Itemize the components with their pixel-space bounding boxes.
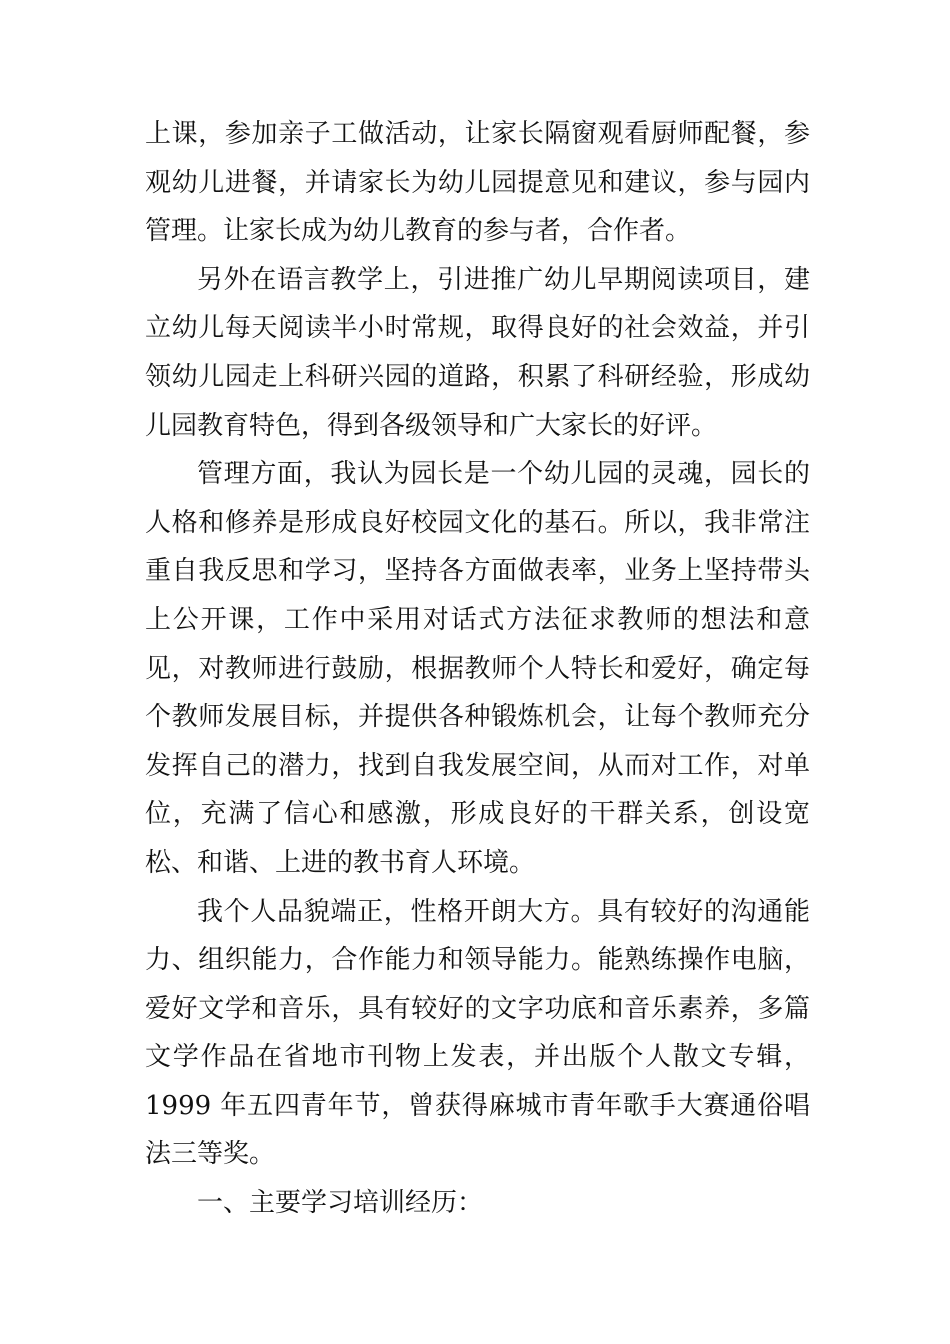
- paragraph-management: 管理方面，我认为园长是一个幼儿园的灵魂，园长的人格和修养是形成良好校园文化的基石。所以，我非常注重自我反思和学习，坚持各方面做表率，业务上坚持带头上公开课，工作中采用对话式方法征求教师的想法和意见，对教师进行鼓励，根据教师个人特长和爱好，确定每个教师发展目标，并提供各种锻炼机会，让每个教师充分发挥自己的潜力，找到自我发展空间，从而对工作，对单位，充满了信心和感激，形成良好的干群关系，创设宽松、和谐、上进的教书育人环境。: [145, 459, 810, 878]
- paragraph-personal-profile: 我个人品貌端正，性格开朗大方。具有较好的沟通能力、组织能力，合作能力和领导能力。能熟练操作电脑，爱好文学和音乐，具有较好的文字功底和音乐素养，多篇文学作品在省地市刊物上发表，并出版个人散文专辑， 1999 年五四青年节，曾获得麻城市青年歌手大赛通俗唱法三等奖。: [145, 896, 810, 1170]
- section-heading-training: 一、主要学习培训经历：: [197, 1188, 484, 1219]
- document-body: [145, 110, 810, 1228]
- paragraph-family-participation: 上课，参加亲子工做活动，让家长隔窗观看厨师配餐，参观幼儿进餐，并请家长为幼儿园提意见和建议，参与园内管理。让家长成为幼儿教育的参与者，合作者。: [145, 119, 810, 247]
- paragraph-language-teaching: 另外在语言教学上，引进推广幼儿早期阅读项目，建立幼儿每天阅读半小时常规，取得良好的社会效益，并引领幼儿园走上科研兴园的道路，积累了科研经验，形成幼儿园教育特色，得到各级领导和广大家长的好评。: [145, 264, 810, 441]
